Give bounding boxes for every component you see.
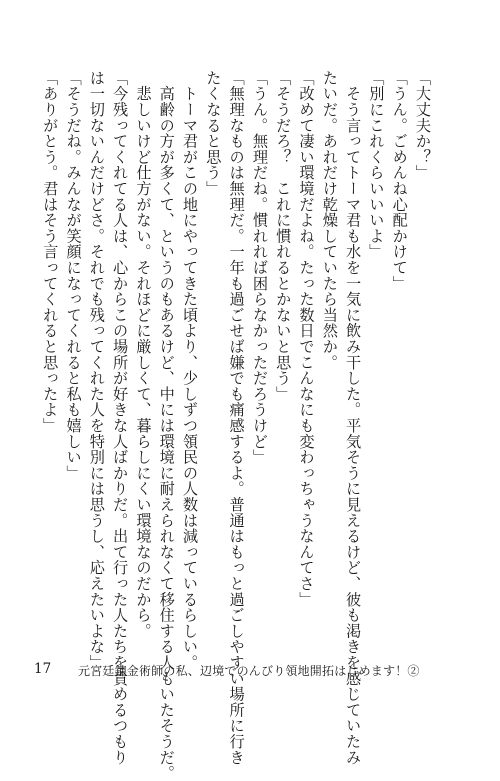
- text-line: 「別にこれくらいいいよ」: [367, 70, 386, 260]
- text-line: は一切ないんだけどさ。それでも残ってくれた人を特別には思うし、応えたいよな」: [87, 70, 106, 671]
- text-line: 「改めて凄い環境だよね。たった数日でこんなにも変わっちゃうなんてさ」: [297, 70, 316, 608]
- text-line: 「うん。無理だね。慣れれば困らなかっただろうけど」: [250, 70, 269, 465]
- text-line: たくなると思う」: [204, 70, 223, 197]
- text-line: 「無理なものは無理だ。一年も過ごせば嫌でも痛感するよ。普通はもっと過ごしやすい場所に行き: [227, 70, 246, 766]
- text-line: トーマ君がこの地にやってきた頃より、少しずつ領民の人数は減っているらしい。: [181, 70, 200, 671]
- page-number: 17: [34, 661, 52, 677]
- text-line: そう言ってトーマ君も水を一気に飲み干した。平気そうに見えるけど、彼も渇きを感じていたみ: [344, 70, 363, 766]
- text-line: 「うん。ごめんね心配かけて」: [390, 70, 409, 292]
- running-title: 元宮廷錬金術師の私、辺境でのんびり領地開拓はじめます！②: [78, 664, 420, 678]
- page-footer: [0, 661, 500, 685]
- text-line: 「ありがとう。君はそう言ってくれると思ったよ」: [41, 70, 60, 434]
- text-line: 「そうだね。みんなが笑顔になってくれると私も嬉しい」: [64, 70, 83, 481]
- text-line: 悲しいけど仕方がない。それほどに厳しくて、暮らしにくい環境なのだから。: [134, 70, 153, 639]
- text-line: 高齢の方が多くて、というのもあるけど、中には環境に耐えられなくて移住する人もいたそうだ。: [157, 70, 176, 781]
- text-line: たいだ。あれだけ乾燥していたら当然か。: [320, 70, 339, 371]
- text-line: 「今残ってくれてる人は、心からこの場所が好きな人ばかりだ。出て行った人たちを責めるつもり: [111, 70, 130, 766]
- text-line: 「そうだろ？ これに慣れるとかないと思う」: [274, 70, 293, 402]
- text-line: 「大丈夫か？」: [414, 70, 432, 181]
